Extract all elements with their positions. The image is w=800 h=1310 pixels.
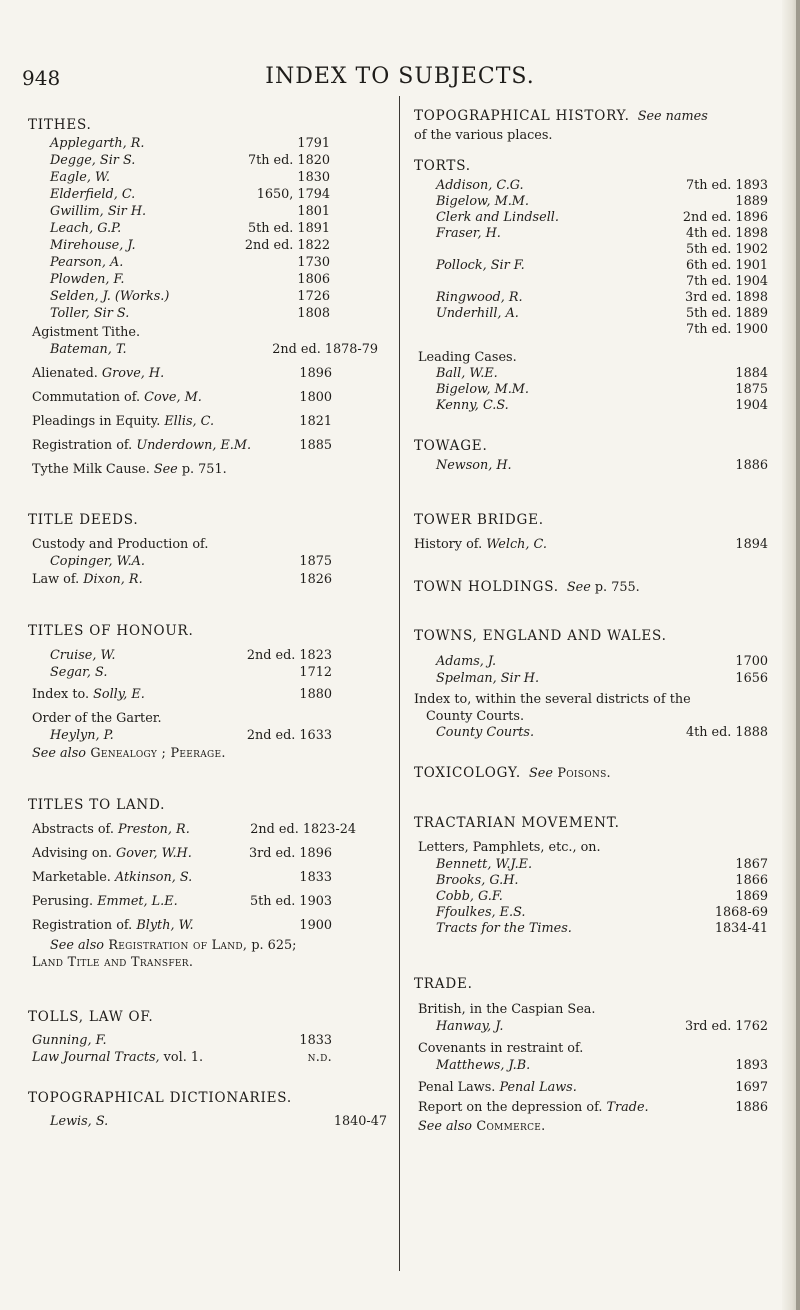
heading-towage: TOWAGE. (414, 438, 488, 454)
subheading: Index to, within the several districts of the (414, 692, 691, 707)
subheading: Covenants in restraint of. (418, 1041, 584, 1056)
page-edge-shadow (796, 0, 800, 1310)
heading-trade: TRADE. (414, 976, 473, 992)
page-title: INDEX TO SUBJECTS. (265, 64, 535, 89)
heading-topographical-dictionaries: TOPOGRAPHICAL DICTIONARIES. (28, 1090, 292, 1106)
heading-towns: TOWNS, ENGLAND AND WALES. (414, 628, 667, 644)
subheading: Agistment Tithe. (32, 325, 141, 340)
see-reference: of the various places. (414, 128, 553, 143)
page-number: 948 (22, 66, 61, 90)
heading-tolls: TOLLS, LAW OF. (28, 1009, 154, 1025)
heading-tractarian: TRACTARIAN MOVEMENT. (414, 815, 620, 831)
heading-topographical-history: TOPOGRAPHICAL HISTORY. See names (414, 108, 708, 124)
see-also-reference: See also Commerce. (418, 1119, 546, 1134)
heading-titles-of-honour: TITLES OF HONOUR. (28, 623, 194, 639)
heading-tithes: TITHES. (28, 117, 92, 133)
subheading: Custody and Production of. (32, 537, 209, 552)
subheading-cont: County Courts. (426, 709, 525, 724)
heading-tower-bridge: TOWER BRIDGE. (414, 512, 544, 528)
heading-title-deeds: TITLE DEEDS. (28, 512, 139, 528)
heading-titles-to-land: TITLES TO LAND. (28, 797, 166, 813)
see-also-reference: See also Registration of Land, p. 625; (50, 938, 297, 953)
see-reference: Tythe Milk Cause. See p. 751. (32, 462, 227, 477)
subheading: British, in the Caspian Sea. (418, 1002, 596, 1017)
heading-toxicology: TOXICOLOGY. See Poisons. (414, 765, 611, 781)
see-also-reference-cont: Land Title and Transfer. (32, 955, 194, 970)
column-divider (399, 96, 400, 1271)
subheading: Leading Cases. (418, 350, 517, 365)
subheading: Letters, Pamphlets, etc., on. (418, 840, 601, 855)
heading-torts: TORTS. (414, 158, 471, 174)
heading-town-holdings: TOWN HOLDINGS. See p. 755. (414, 579, 640, 595)
see-also-reference: See also Genealogy ; Peerage. (32, 746, 226, 761)
subheading: Order of the Garter. (32, 711, 162, 726)
